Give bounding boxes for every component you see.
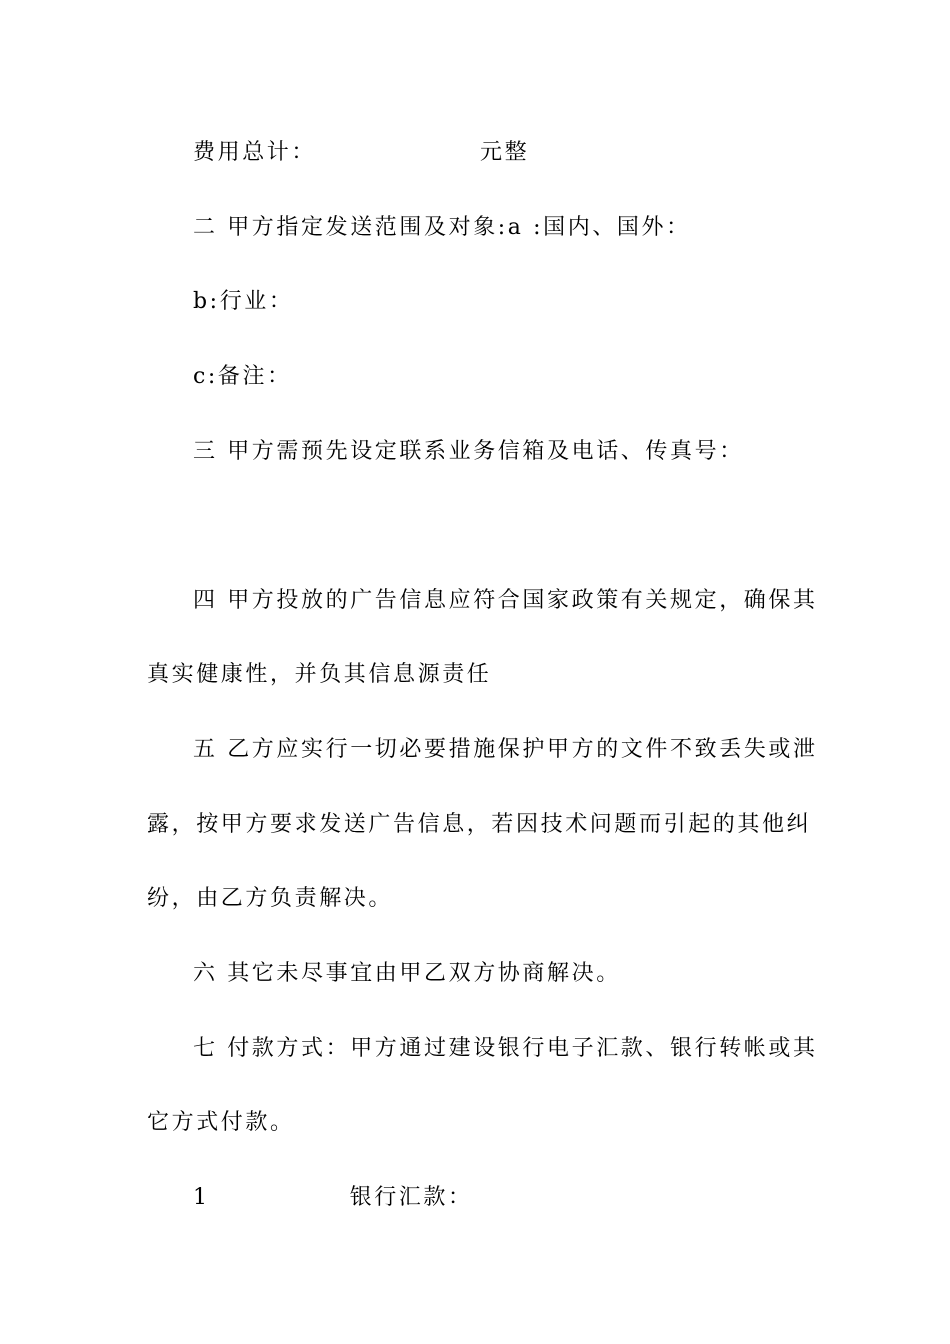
clause-5-line-3: 纷，由乙方负责解决。 (147, 886, 394, 911)
cost-total-label: 费用总计： (193, 140, 317, 165)
clause-5-line-1: 五 乙方应实行一切必要措施保护甲方的文件不致丢失或泄 (193, 737, 818, 762)
item-1-number: 1 (193, 1185, 210, 1210)
clause-2-scope: 二 甲方指定发送范围及对象:a :国内、国外： (193, 215, 691, 240)
clause-4-line-2: 真实健康性，并负其信息源责任 (147, 662, 492, 687)
clause-7-line-1: 七 付款方式：甲方通过建设银行电子汇款、银行转帐或其 (193, 1036, 818, 1061)
item-1-line (193, 1185, 473, 1211)
clause-4-line-1: 四 甲方投放的广告信息应符合国家政策有关规定，确保其 (193, 588, 818, 613)
clause-2-remarks: c:备注： (193, 364, 292, 389)
clause-7-line-2: 它方式付款。 (147, 1110, 295, 1135)
clause-2-industry: b:行业： (193, 289, 294, 314)
clause-5-line-2: 露，按甲方要求发送广告信息，若因技术问题而引起的其他纠 (147, 812, 812, 837)
cost-total-unit: 元整 (480, 140, 530, 165)
item-1-label: 银行汇款： (349, 1185, 473, 1210)
clause-3-contact: 三 甲方需预先设定联系业务信箱及电话、传真号： (193, 439, 744, 464)
cost-total-line (193, 140, 529, 166)
clause-6-other: 六 其它未尽事宜由甲乙双方协商解决。 (193, 961, 621, 986)
